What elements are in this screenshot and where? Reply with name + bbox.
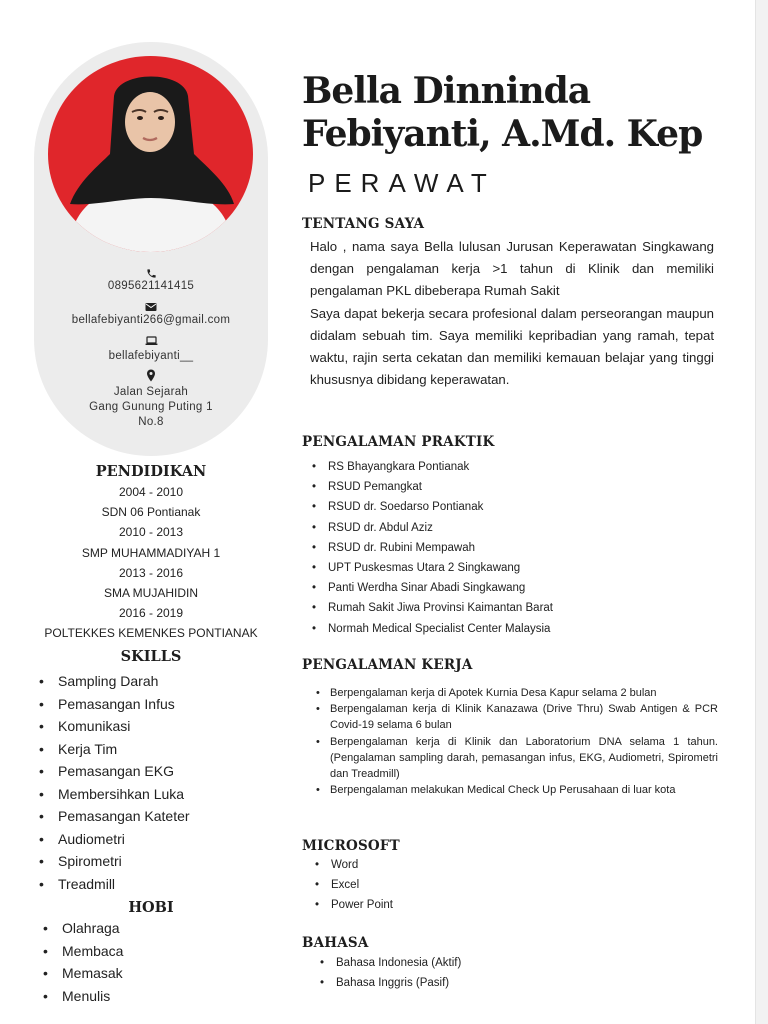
laptop-icon bbox=[145, 336, 158, 346]
software-item: • Excel bbox=[313, 875, 393, 895]
job-title: PERAWAT bbox=[308, 168, 496, 198]
language-item: • Bahasa Inggris (Pasif) bbox=[318, 973, 461, 993]
page-edge bbox=[755, 0, 768, 1024]
address-line-2: Gang Gunung Puting 1 bbox=[89, 401, 213, 413]
education-heading: PENDIDIKAN bbox=[95, 463, 207, 480]
practice-item: • Panti Werdha Sinar Abadi Singkawang bbox=[310, 578, 553, 598]
hobby-item: • Olahraga bbox=[42, 917, 123, 940]
education-school: SDN 06 Pontianak bbox=[101, 505, 201, 520]
contact-email bbox=[34, 302, 268, 326]
work-heading: PENGALAMAN KERJA bbox=[302, 657, 473, 673]
education-school: SMA MUJAHIDIN bbox=[103, 585, 198, 600]
skill-item: • Audiometri bbox=[38, 828, 190, 851]
languages-list bbox=[318, 953, 461, 993]
practice-item: • RSUD dr. Abdul Aziz bbox=[310, 518, 553, 538]
profile-photo-illustration bbox=[48, 56, 253, 252]
skills-heading: SKILLS bbox=[120, 648, 182, 665]
skill-item: • Pemasangan Infus bbox=[38, 693, 190, 716]
software-item: • Word bbox=[313, 855, 393, 875]
skill-item: • Sampling Darah bbox=[38, 670, 190, 693]
education-years: 2004 - 2010 bbox=[118, 485, 184, 499]
email-address: bellafebiyanti266@gmail.com bbox=[71, 314, 231, 326]
practice-list bbox=[310, 457, 553, 639]
address-line-3: No.8 bbox=[138, 416, 164, 428]
education-years: 2010 - 2013 bbox=[118, 525, 184, 540]
hobbies-list bbox=[42, 917, 123, 1007]
phone-number: 0895621141415 bbox=[107, 280, 195, 292]
education-years: 2016 - 2019 bbox=[118, 606, 184, 621]
work-item: • Berpengalaman kerja di Klinik Kanazawa (Drive Thru) Swab Antigen & PCR Covid-19 selama 6 bulan bbox=[314, 701, 718, 733]
location-pin-icon bbox=[146, 369, 156, 382]
skill-item: • Treadmill bbox=[38, 873, 190, 896]
hobbies-heading: HOBI bbox=[128, 899, 174, 916]
contact-social bbox=[34, 336, 268, 362]
skill-item: • Spirometri bbox=[38, 850, 190, 873]
microsoft-heading: MICROSOFT bbox=[302, 838, 400, 854]
hobby-item: • Menulis bbox=[42, 985, 123, 1008]
about-paragraph: Saya dapat bekerja secara profesional dalam perseorangan maupun didalam sebuah tim. Saya memiliki kepribadian yang ramah, tepat waktu, rajin serta cekatan dan memiliki kemauan belajar yang tinggi khususnya dibidang keperawatan. bbox=[310, 305, 714, 388]
work-item: • Berpengalaman kerja di Klinik dan Laboratorium DNA selama 1 tahun. (Pengalaman sampling darah, pemasangan infus, EKG, Audiometri, Spirometri dan Treadmill) bbox=[314, 734, 718, 783]
skill-item: • Pemasangan EKG bbox=[38, 760, 190, 783]
practice-item: • RSUD Pemangkat bbox=[310, 477, 553, 497]
hobby-item: • Membaca bbox=[42, 940, 123, 963]
practice-item: • Rumah Sakit Jiwa Provinsi Kaimantan Barat bbox=[310, 598, 553, 618]
name-line-2: Febiyanti, A.Md. Kep bbox=[302, 113, 703, 155]
full-name bbox=[302, 70, 702, 156]
contact-address bbox=[34, 369, 268, 430]
skill-item: • Komunikasi bbox=[38, 715, 190, 738]
work-list bbox=[314, 685, 718, 798]
languages-heading: BAHASA bbox=[302, 935, 369, 951]
work-item: • Berpengalaman melakukan Medical Check Up Perusahaan di luar kota bbox=[314, 782, 718, 798]
profile-photo bbox=[48, 56, 253, 252]
about-heading: TENTANG SAYA bbox=[302, 216, 425, 232]
language-item: • Bahasa Indonesia (Aktif) bbox=[318, 953, 461, 973]
practice-item: • Normah Medical Specialist Center Malaysia bbox=[310, 619, 553, 639]
education-years: 2013 - 2016 bbox=[118, 565, 184, 580]
hobby-item: • Memasak bbox=[42, 962, 123, 985]
social-handle: bellafebiyanti__ bbox=[108, 350, 194, 362]
microsoft-list bbox=[313, 855, 393, 916]
address-line-1: Jalan Sejarah bbox=[113, 386, 189, 398]
skills-list bbox=[38, 670, 190, 895]
software-item: • Power Point bbox=[313, 895, 393, 915]
skill-item: • Membersihkan Luka bbox=[38, 783, 190, 806]
work-item: • Berpengalaman kerja di Apotek Kurnia Desa Kapur selama 2 bulan bbox=[314, 685, 718, 701]
about-text bbox=[310, 236, 714, 391]
practice-item: • RSUD dr. Soedarso Pontianak bbox=[310, 497, 553, 517]
education-school: POLTEKKES KEMENKES PONTIANAK bbox=[44, 626, 258, 641]
name-line-1: Bella Dinninda bbox=[302, 70, 591, 112]
skill-item: • Kerja Tim bbox=[38, 738, 190, 761]
practice-item: • RSUD dr. Rubini Mempawah bbox=[310, 538, 553, 558]
mail-icon bbox=[145, 302, 157, 312]
practice-item: • UPT Puskesmas Utara 2 Singkawang bbox=[310, 558, 553, 578]
practice-item: • RS Bhayangkara Pontianak bbox=[310, 457, 553, 477]
practice-heading: PENGALAMAN PRAKTIK bbox=[302, 434, 495, 450]
contact-phone bbox=[34, 268, 268, 292]
phone-icon bbox=[146, 268, 157, 279]
about-paragraph: Halo , nama saya Bella lulusan Jurusan Keperawatan Singkawang dengan pengalaman kerja >1 tahun di Klinik dan memiliki pengalaman PKL dibeberapa Rumah Sakit bbox=[310, 239, 714, 299]
skill-item: • Pemasangan Kateter bbox=[38, 805, 190, 828]
education-school: SMP MUHAMMADIYAH 1 bbox=[81, 545, 221, 560]
education-list bbox=[40, 482, 262, 644]
